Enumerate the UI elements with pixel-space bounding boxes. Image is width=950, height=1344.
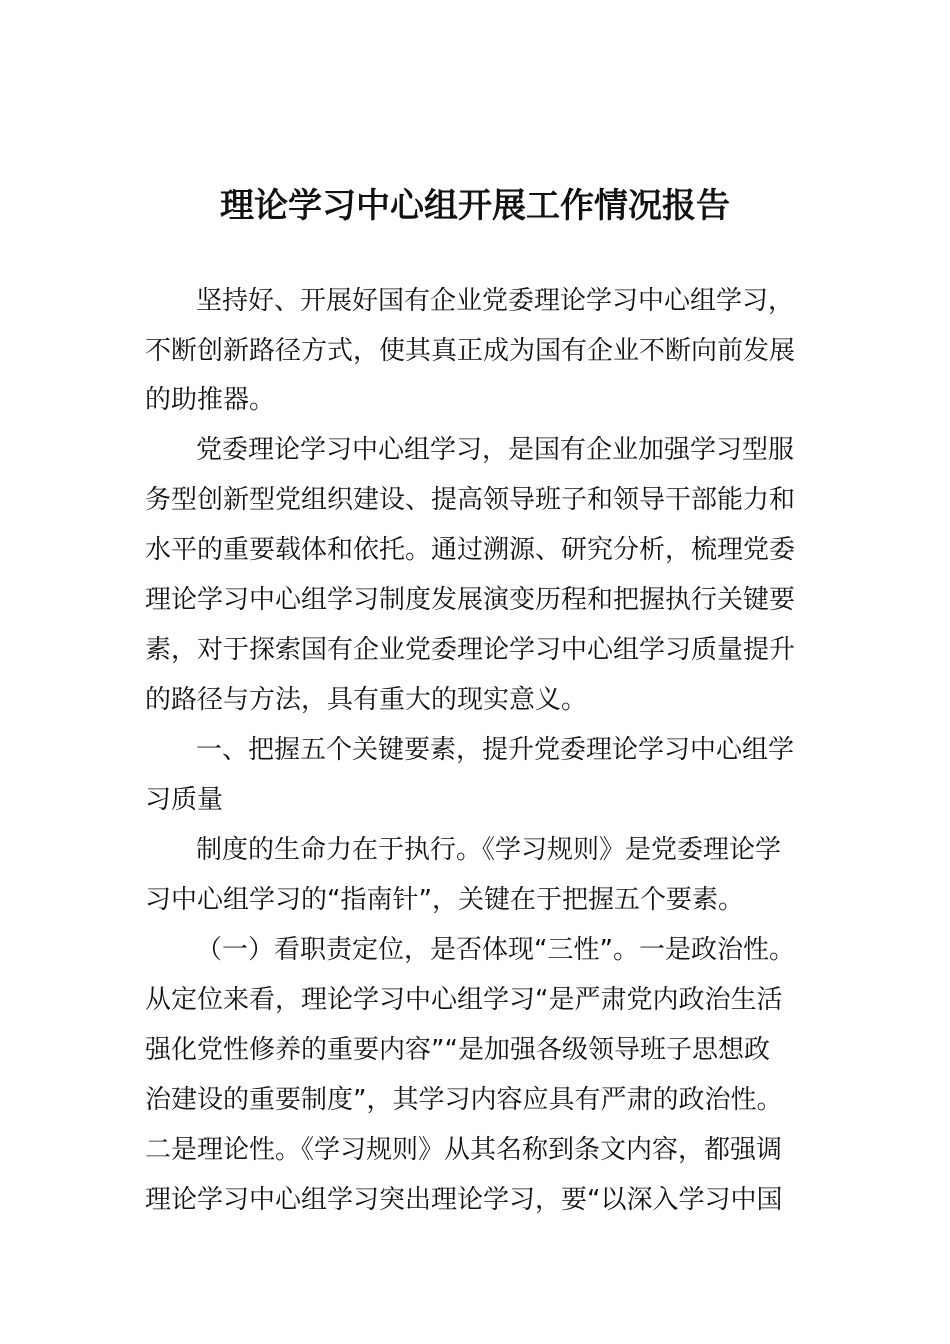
paragraph-line: 从定位来看，理论学习中心组学习“是严肃党内政治生活 — [145, 985, 783, 1015]
paragraph-line: 的路径与方法，具有重大的现实意义。 — [145, 685, 588, 715]
document-title: 理论学习中心组开展工作情况报告 — [220, 186, 730, 226]
paragraph-line: 党委理论学习中心组学习，是国有企业加强学习型服 — [196, 435, 795, 465]
paragraph-line: 理论学习中心组学习制度发展演变历程和把握执行关键要 — [145, 585, 796, 615]
paragraph-line: 不断创新路径方式，使其真正成为国有企业不断向前发展 — [145, 336, 796, 366]
paragraph-line: 水平的重要载体和依托。通过溯源、研究分析，梳理党委 — [145, 535, 796, 565]
section-heading-line: 习质量 — [145, 785, 224, 815]
paragraph-line: 理论学习中心组学习突出理论学习，要“以深入学习中国 — [145, 1185, 783, 1215]
paragraph-line: 坚持好、开展好国有企业党委理论学习中心组学习， — [196, 286, 795, 316]
section-heading-line: 一、把握五个关键要素，提升党委理论学习中心组学 — [196, 735, 795, 765]
paragraph-line: 的助推器。 — [145, 385, 276, 415]
paragraph-line: （一）看职责定位，是否体现“三性”。一是政治性。 — [196, 935, 795, 965]
paragraph-line: 治建设的重要制度”，其学习内容应具有严肃的政治性。 — [145, 1085, 783, 1115]
paragraph-line: 务型创新型党组织建设、提高领导班子和领导干部能力和 — [145, 485, 796, 515]
paragraph-line: 素，对于探索国有企业党委理论学习中心组学习质量提升 — [145, 635, 796, 665]
paragraph-line: 制度的生命力在于执行。《学习规则》是党委理论学 — [196, 835, 782, 865]
paragraph-line: 二是理论性。《学习规则》从其名称到条文内容，都强调 — [145, 1135, 783, 1165]
paragraph-line: 习中心组学习的“指南针”，关键在于把握五个要素。 — [145, 885, 744, 915]
paragraph-line: 强化党性修养的重要内容”“是加强各级领导班子思想政 — [145, 1035, 770, 1065]
